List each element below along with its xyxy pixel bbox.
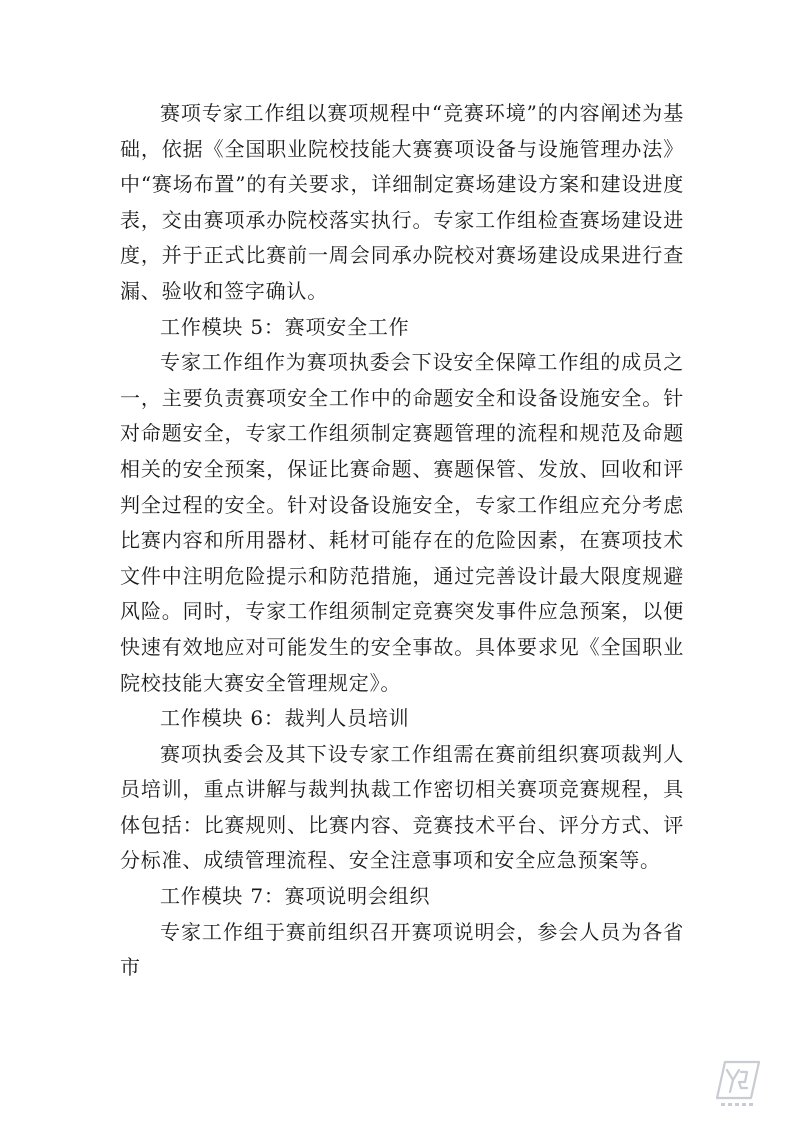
logo-watermark-icon xyxy=(711,1058,765,1110)
heading-module-7: 工作模块 7：赛项说明会组织 xyxy=(160,884,431,909)
paragraph-briefing-meeting: 专家工作组于赛前组织召开赛项说明会，参会人员为各省市 xyxy=(120,919,684,980)
paragraph-venue-construction: 赛项专家工作组以赛项规程中“竞赛环境”的内容阐述为基础，依据《全国职业院校技能大赛赛项设备与设施管理办法》中“赛场布置”的有关要求，详细制定赛场建设方案和建设进度表，交由赛项承办院校落实执行。专家工作组检查赛场建设进度，并于正式比赛前一周会同承办院校对赛场建设成果进行查漏、验收和签字确认。 xyxy=(120,101,684,303)
document-page xyxy=(120,96,684,986)
heading-module-6: 工作模块 6：裁判人员培训 xyxy=(160,706,410,731)
paragraph-referee-training: 赛项执委会及其下设专家工作组需在赛前组织赛项裁判人员培训，重点讲解与裁判执裁工作密切相关赛项竞赛规程，具体包括：比赛规则、比赛内容、竞赛技术平台、评分方式、评分标准、成绩管理流程、安全注意事项和安全应急预案等。 xyxy=(120,741,684,873)
heading-module-5: 工作模块 5：赛项安全工作 xyxy=(160,314,410,339)
paragraph-safety-work: 专家工作组作为赛项执委会下设安全保障工作组的成员之一，主要负责赛项安全工作中的命题安全和设备设施安全。针对命题安全，专家工作组须制定赛题管理的流程和规范及命题相关的安全预案，保证比赛命题、赛题保管、发放、回收和评判全过程的安全。针对设备设施安全，专家工作组应充分考虑比赛内容和所用器材、耗材可能存在的危险因素，在赛项技术文件中注明危险提示和防范措施，通过完善设计最大限度规避风险。同时，专家工作组须制定竞赛突发事件应急预案，以便快速有效地应对可能发生的安全事故。具体要求见《全国职业院校技能大赛安全管理规定》。 xyxy=(120,350,684,695)
